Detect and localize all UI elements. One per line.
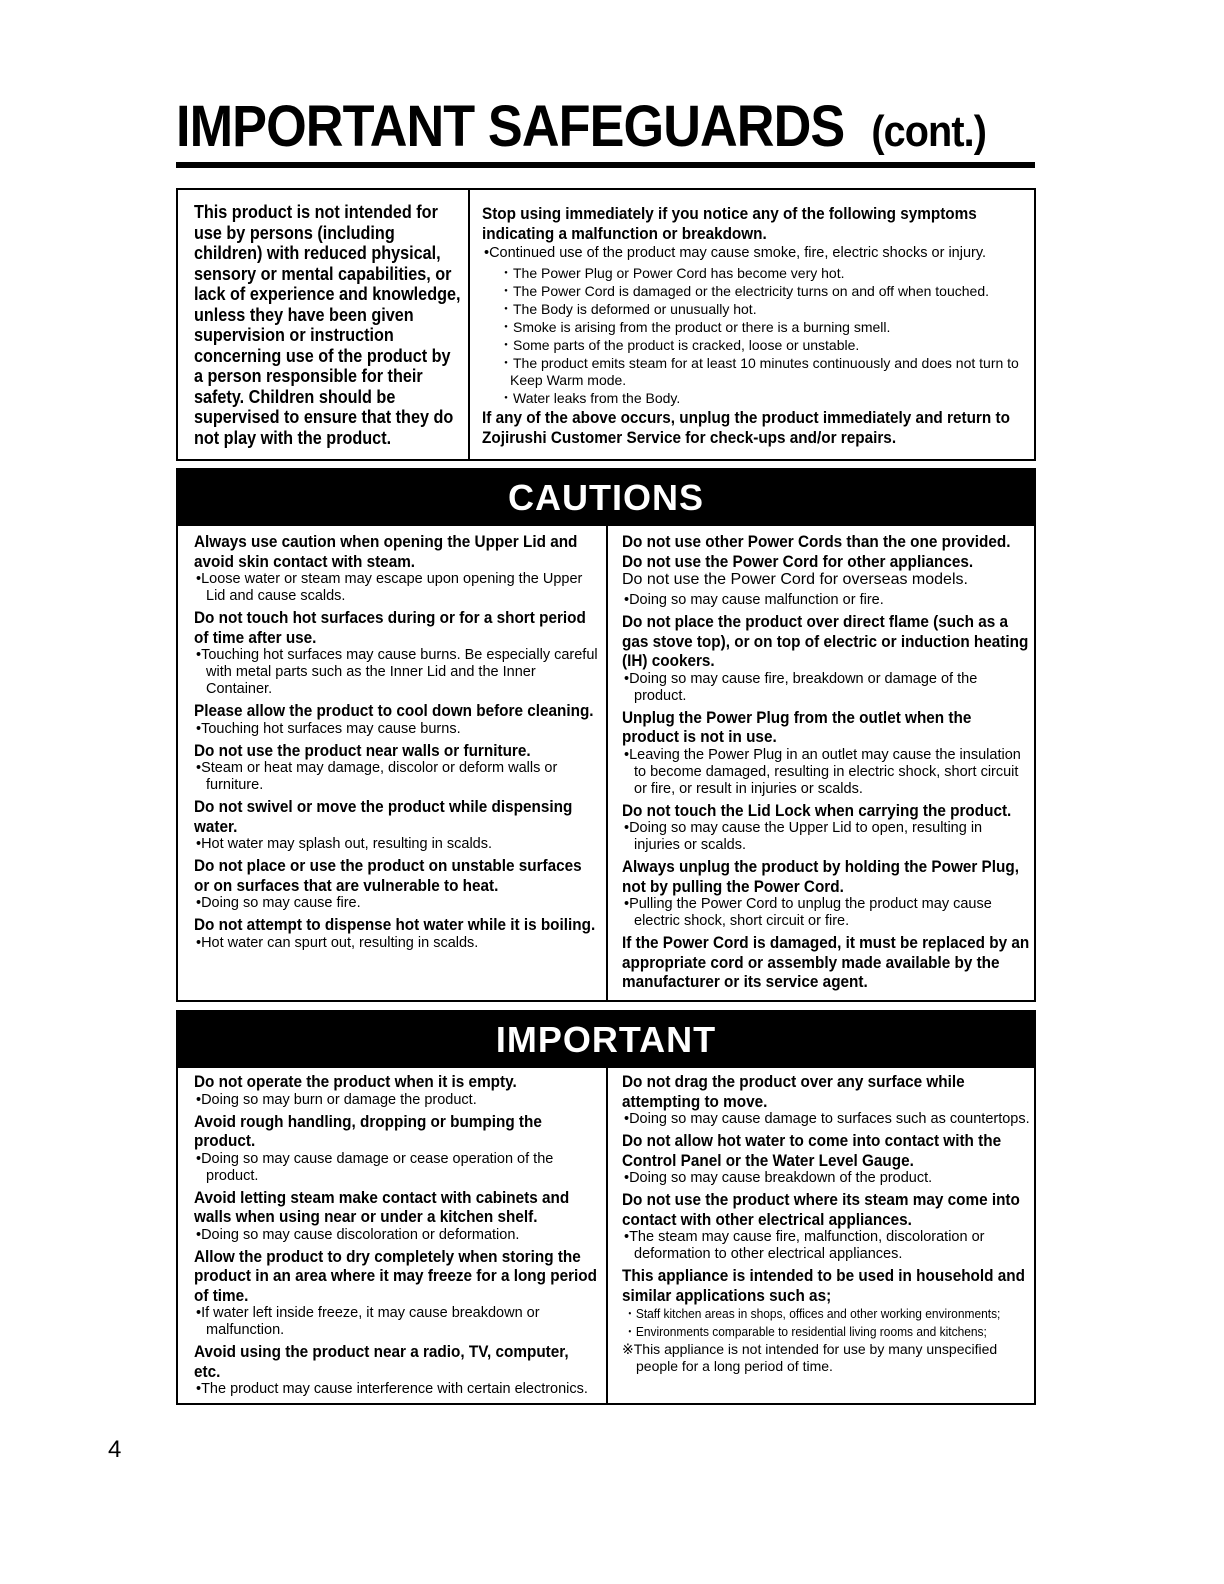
- intro-notice: This product is not intended for use by persons (including children) with reduced physical, sensory or mental capabilities, or lack of experience and knowledge, unless they have been given supervision or instruction concerning use of the product by a person responsible for their safety. Children should be supervised to ensure that they do not play with the product.: [194, 202, 461, 448]
- important-item-heading: Avoid rough handling, dropping or bumping the product.: [194, 1111, 542, 1150]
- symptom-item: ・The Power Cord is damaged or the electricity turns on and off when touched.: [499, 283, 990, 299]
- important-item-heading: Do not drag the product over any surface while attempting to move.: [622, 1072, 965, 1111]
- cautions-right-column: [622, 532, 1032, 992]
- title-text: IMPORTANT SAFEGUARDS: [176, 94, 845, 159]
- caution-text: •Steam or heat may damage, discolor or deform walls or furniture.: [196, 760, 558, 793]
- important-item-text: •Doing so may cause damage to surfaces such as countertops.: [624, 1111, 1030, 1127]
- application-item: ・Staff kitchen areas in shops, offices and other working environments;: [623, 1306, 1001, 1321]
- caution-heading: Do not touch hot surfaces during or for a short period of time after use.: [194, 608, 586, 647]
- caution-subtext: Do not use the Power Cord for overseas models.: [622, 571, 968, 588]
- page-title: [176, 94, 986, 160]
- important-item-text: •Doing so may burn or damage the product.: [196, 1091, 477, 1108]
- caution-text: •Doing so may cause the Upper Lid to open, resulting in injuries or scalds.: [624, 820, 983, 853]
- caution-heading: Do not place or use the product on unstable surfaces or on surfaces that are vulnerable to heat.: [194, 856, 582, 895]
- important-item-text: •The steam may cause fire, malfunction, discoloration or deformation to other electrical appliances.: [624, 1229, 985, 1262]
- caution-heading: Do not swivel or move the product while dispensing water.: [194, 797, 573, 836]
- caution-heading: Always unplug the product by holding the Power Plug, not by pulling the Power Cord.: [622, 857, 1019, 896]
- symptoms-column: [482, 204, 1030, 447]
- important-heading: IMPORTANT: [178, 1012, 1034, 1068]
- symptom-item: ・The Power Plug or Power Cord has become very hot.: [499, 265, 845, 281]
- important-box: [176, 1010, 1036, 1405]
- caution-text: •Hot water can spurt out, resulting in scalds.: [196, 934, 479, 951]
- appliance-note: ※This appliance is not intended for use by many unspecified people for a long period of time.: [622, 1341, 998, 1374]
- important-item-text: •Doing so may cause breakdown of the product.: [624, 1170, 933, 1186]
- caution-text: •Leaving the Power Plug in an outlet may cause the insulation to become damaged, resulting in electric shock, short circuit or fire, or result in injuries or scalds.: [624, 746, 1021, 797]
- important-item-heading: Avoid using the product near a radio, TV, computer, etc.: [194, 1342, 569, 1381]
- caution-heading: Always use caution when opening the Upper Lid and avoid skin contact with steam.: [194, 532, 578, 571]
- caution-heading: Do not use the product near walls or furniture.: [194, 740, 531, 760]
- caution-text: •Doing so may cause fire, breakdown or damage of the product.: [624, 670, 978, 704]
- symptom-item: ・Smoke is arising from the product or there is a burning smell.: [499, 319, 891, 335]
- important-item-heading: This appliance is intended to be used in household and similar applications such as;: [622, 1266, 1025, 1305]
- caution-text: •Doing so may cause fire.: [196, 895, 361, 911]
- symptom-item: ・Some parts of the product is cracked, loose or unstable.: [499, 337, 860, 353]
- caution-heading: Do not place the product over direct flame (such as a gas stove top), or on top of electric or induction heating (IH) cookers.: [622, 612, 1029, 670]
- column-divider: [606, 526, 608, 1002]
- intro-notice-column: [194, 202, 462, 448]
- cautions-box: [176, 468, 1036, 1002]
- important-item-heading: Do not allow hot water to come into contact with the Control Panel or the Water Level Gauge.: [622, 1131, 1002, 1170]
- important-item-text: •Doing so may cause discoloration or deformation.: [196, 1226, 520, 1243]
- important-right-column: [622, 1072, 1032, 1376]
- cautions-heading: CAUTIONS: [178, 470, 1034, 526]
- caution-heading: Do not use other Power Cords than the one provided. Do not use the Power Cord for other appliances.: [622, 532, 1011, 571]
- important-left-column: [194, 1072, 598, 1401]
- important-item-heading: Do not operate the product when it is empty.: [194, 1072, 517, 1091]
- caution-text: •Touching hot surfaces may cause burns. Be especially careful with metal parts such as the Inner Lid and the Inner Container.: [196, 647, 598, 697]
- caution-heading: Please allow the product to cool down before cleaning.: [194, 701, 594, 720]
- important-item-text: •Doing so may cause damage or cease operation of the product.: [196, 1150, 554, 1184]
- title-rule: [176, 162, 1035, 168]
- page-number: 4: [108, 1436, 122, 1463]
- important-item-heading: Do not use the product where its steam may come into contact with other electrical appliances.: [622, 1190, 1020, 1229]
- caution-heading: Do not attempt to dispense hot water while it is boiling.: [194, 915, 596, 934]
- caution-text: •Doing so may cause malfunction or fire.: [624, 592, 884, 608]
- column-divider: [468, 190, 470, 461]
- caution-text: •Pulling the Power Cord to unplug the product may cause electric shock, short circuit or fire.: [624, 896, 992, 929]
- caution-heading: Do not touch the Lid Lock when carrying the product.: [622, 800, 1012, 820]
- caution-text: •Touching hot surfaces may cause burns.: [196, 720, 461, 737]
- caution-text: •Loose water or steam may escape upon opening the Upper Lid and cause scalds.: [196, 571, 583, 604]
- symptom-item: ・The product emits steam for at least 10 minutes continuously and does not turn to Keep Warm mode.: [499, 355, 1019, 388]
- important-item-text: •If water left inside freeze, it may cause breakdown or malfunction.: [196, 1305, 540, 1338]
- safeguards-box: [176, 188, 1036, 461]
- stop-heading: Stop using immediately if you notice any of the following symptoms indicating a malfunction or breakdown.: [482, 204, 977, 243]
- symptom-item: ・The Body is deformed or unusually hot.: [499, 301, 757, 317]
- important-item-heading: Allow the product to dry completely when storing the product in an area where it may freeze for a long period of time.: [194, 1246, 598, 1305]
- stop-footer: If any of the above occurs, unplug the product immediately and return to Zojirushi Customer Service for check-ups and/or repairs.: [482, 408, 1010, 447]
- cautions-left-column: [194, 532, 598, 955]
- title-cont: (cont.): [871, 107, 986, 156]
- caution-heading: Unplug the Power Plug from the outlet when the product is not in use.: [622, 707, 972, 746]
- caution-heading: If the Power Cord is damaged, it must be replaced by an appropriate cord or assembly made available by the manufacturer or its service agent.: [622, 933, 1030, 991]
- important-item-text: •The product may cause interference with certain electronics.: [196, 1381, 588, 1397]
- important-item-heading: Avoid letting steam make contact with cabinets and walls when using near or under a kitchen shelf.: [194, 1187, 570, 1226]
- column-divider: [606, 1068, 608, 1405]
- stop-text: •Continued use of the product may cause smoke, fire, electric shocks or injury.: [484, 245, 987, 261]
- caution-text: •Hot water may splash out, resulting in scalds.: [196, 836, 493, 852]
- symptom-item: ・Water leaks from the Body.: [499, 390, 681, 406]
- application-item: ・Environments comparable to residential living rooms and kitchens;: [623, 1324, 987, 1339]
